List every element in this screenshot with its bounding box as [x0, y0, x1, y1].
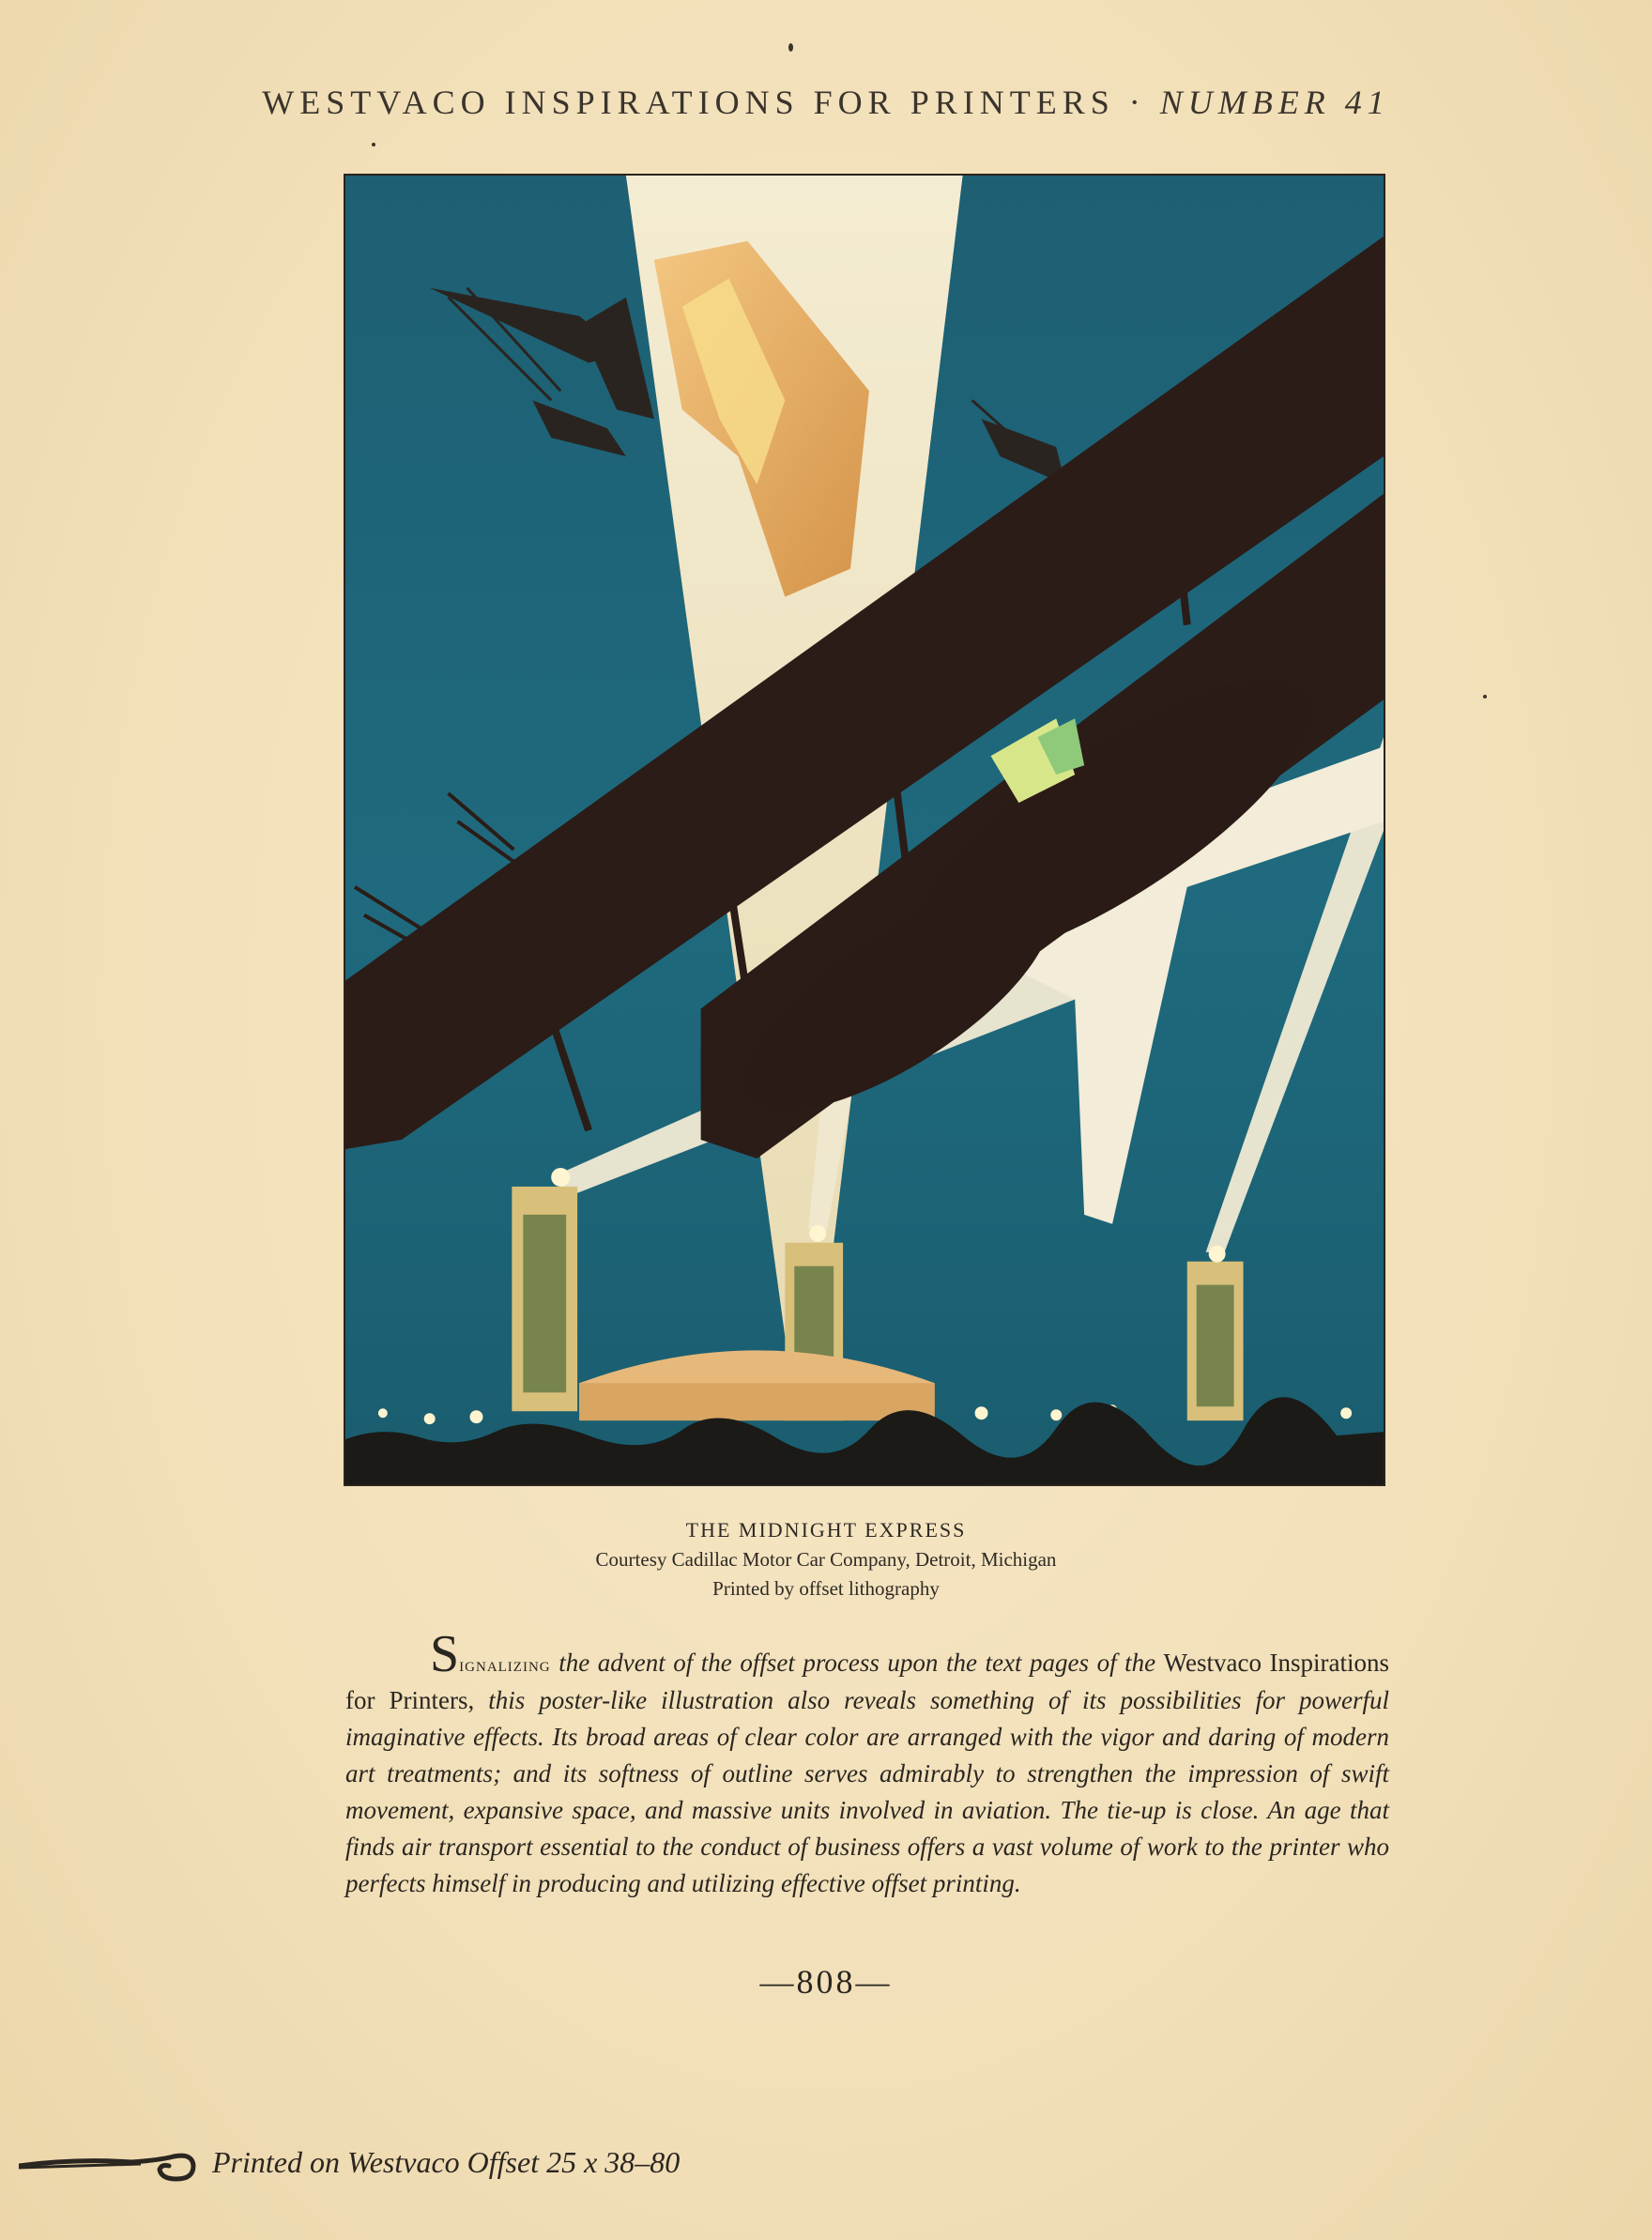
body-text-roman: Westvaco Inspirations for Printers,	[345, 1649, 1389, 1714]
searchlight-tower-left	[512, 1168, 577, 1411]
searchlight-tower-right	[1187, 1246, 1244, 1420]
body-paragraph	[345, 1625, 1389, 1902]
page-number: —808—	[759, 1963, 893, 2001]
issue-number: NUMBER 41	[1159, 84, 1390, 121]
running-header	[0, 83, 1652, 122]
caption-courtesy: Courtesy Cadillac Motor Car Company, Detroit, Michigan	[595, 1548, 1057, 1571]
header-separator: ·	[1128, 84, 1146, 121]
body-text-italic-1: the advent of the offset process upon the text pages of the	[550, 1649, 1164, 1677]
caption-process: Printed by offset lithography	[712, 1577, 940, 1600]
paper-speck	[788, 43, 793, 52]
pointing-flourish-icon	[19, 2151, 197, 2188]
paper-stock-note: Printed on Westvaco Offset 25 x 38–80	[212, 2145, 681, 2179]
illustration-caption	[0, 1515, 1652, 1603]
paper-speck	[1483, 695, 1487, 698]
lead-small-caps: ignalizing	[459, 1652, 551, 1676]
paper-speck	[372, 143, 375, 146]
footer	[19, 2143, 864, 2190]
body-text-italic-2: this poster-like illustration also reveals something of its possibilities for powerful imaginative effects. Its broad areas of clear color are arranged with the vigor and daring of modern art treatments; and its softness of outline serves admirably to strengthen the impression of swift movement, expansive space, and massive units involved in aviation. The tie-up is close. An age that finds air transport essential to the conduct of business offers a vast volume of work to the printer who perfects himself in producing and utilizing effective offset printing.	[345, 1686, 1389, 1897]
illustration-canvas	[345, 176, 1384, 1484]
illustration-midnight-express	[344, 174, 1385, 1486]
caption-title: THE MIDNIGHT EXPRESS	[685, 1518, 967, 1542]
drop-cap: S	[430, 1625, 460, 1683]
publication-title: WESTVACO INSPIRATIONS FOR PRINTERS	[262, 84, 1115, 121]
hangar-base	[579, 1383, 935, 1420]
